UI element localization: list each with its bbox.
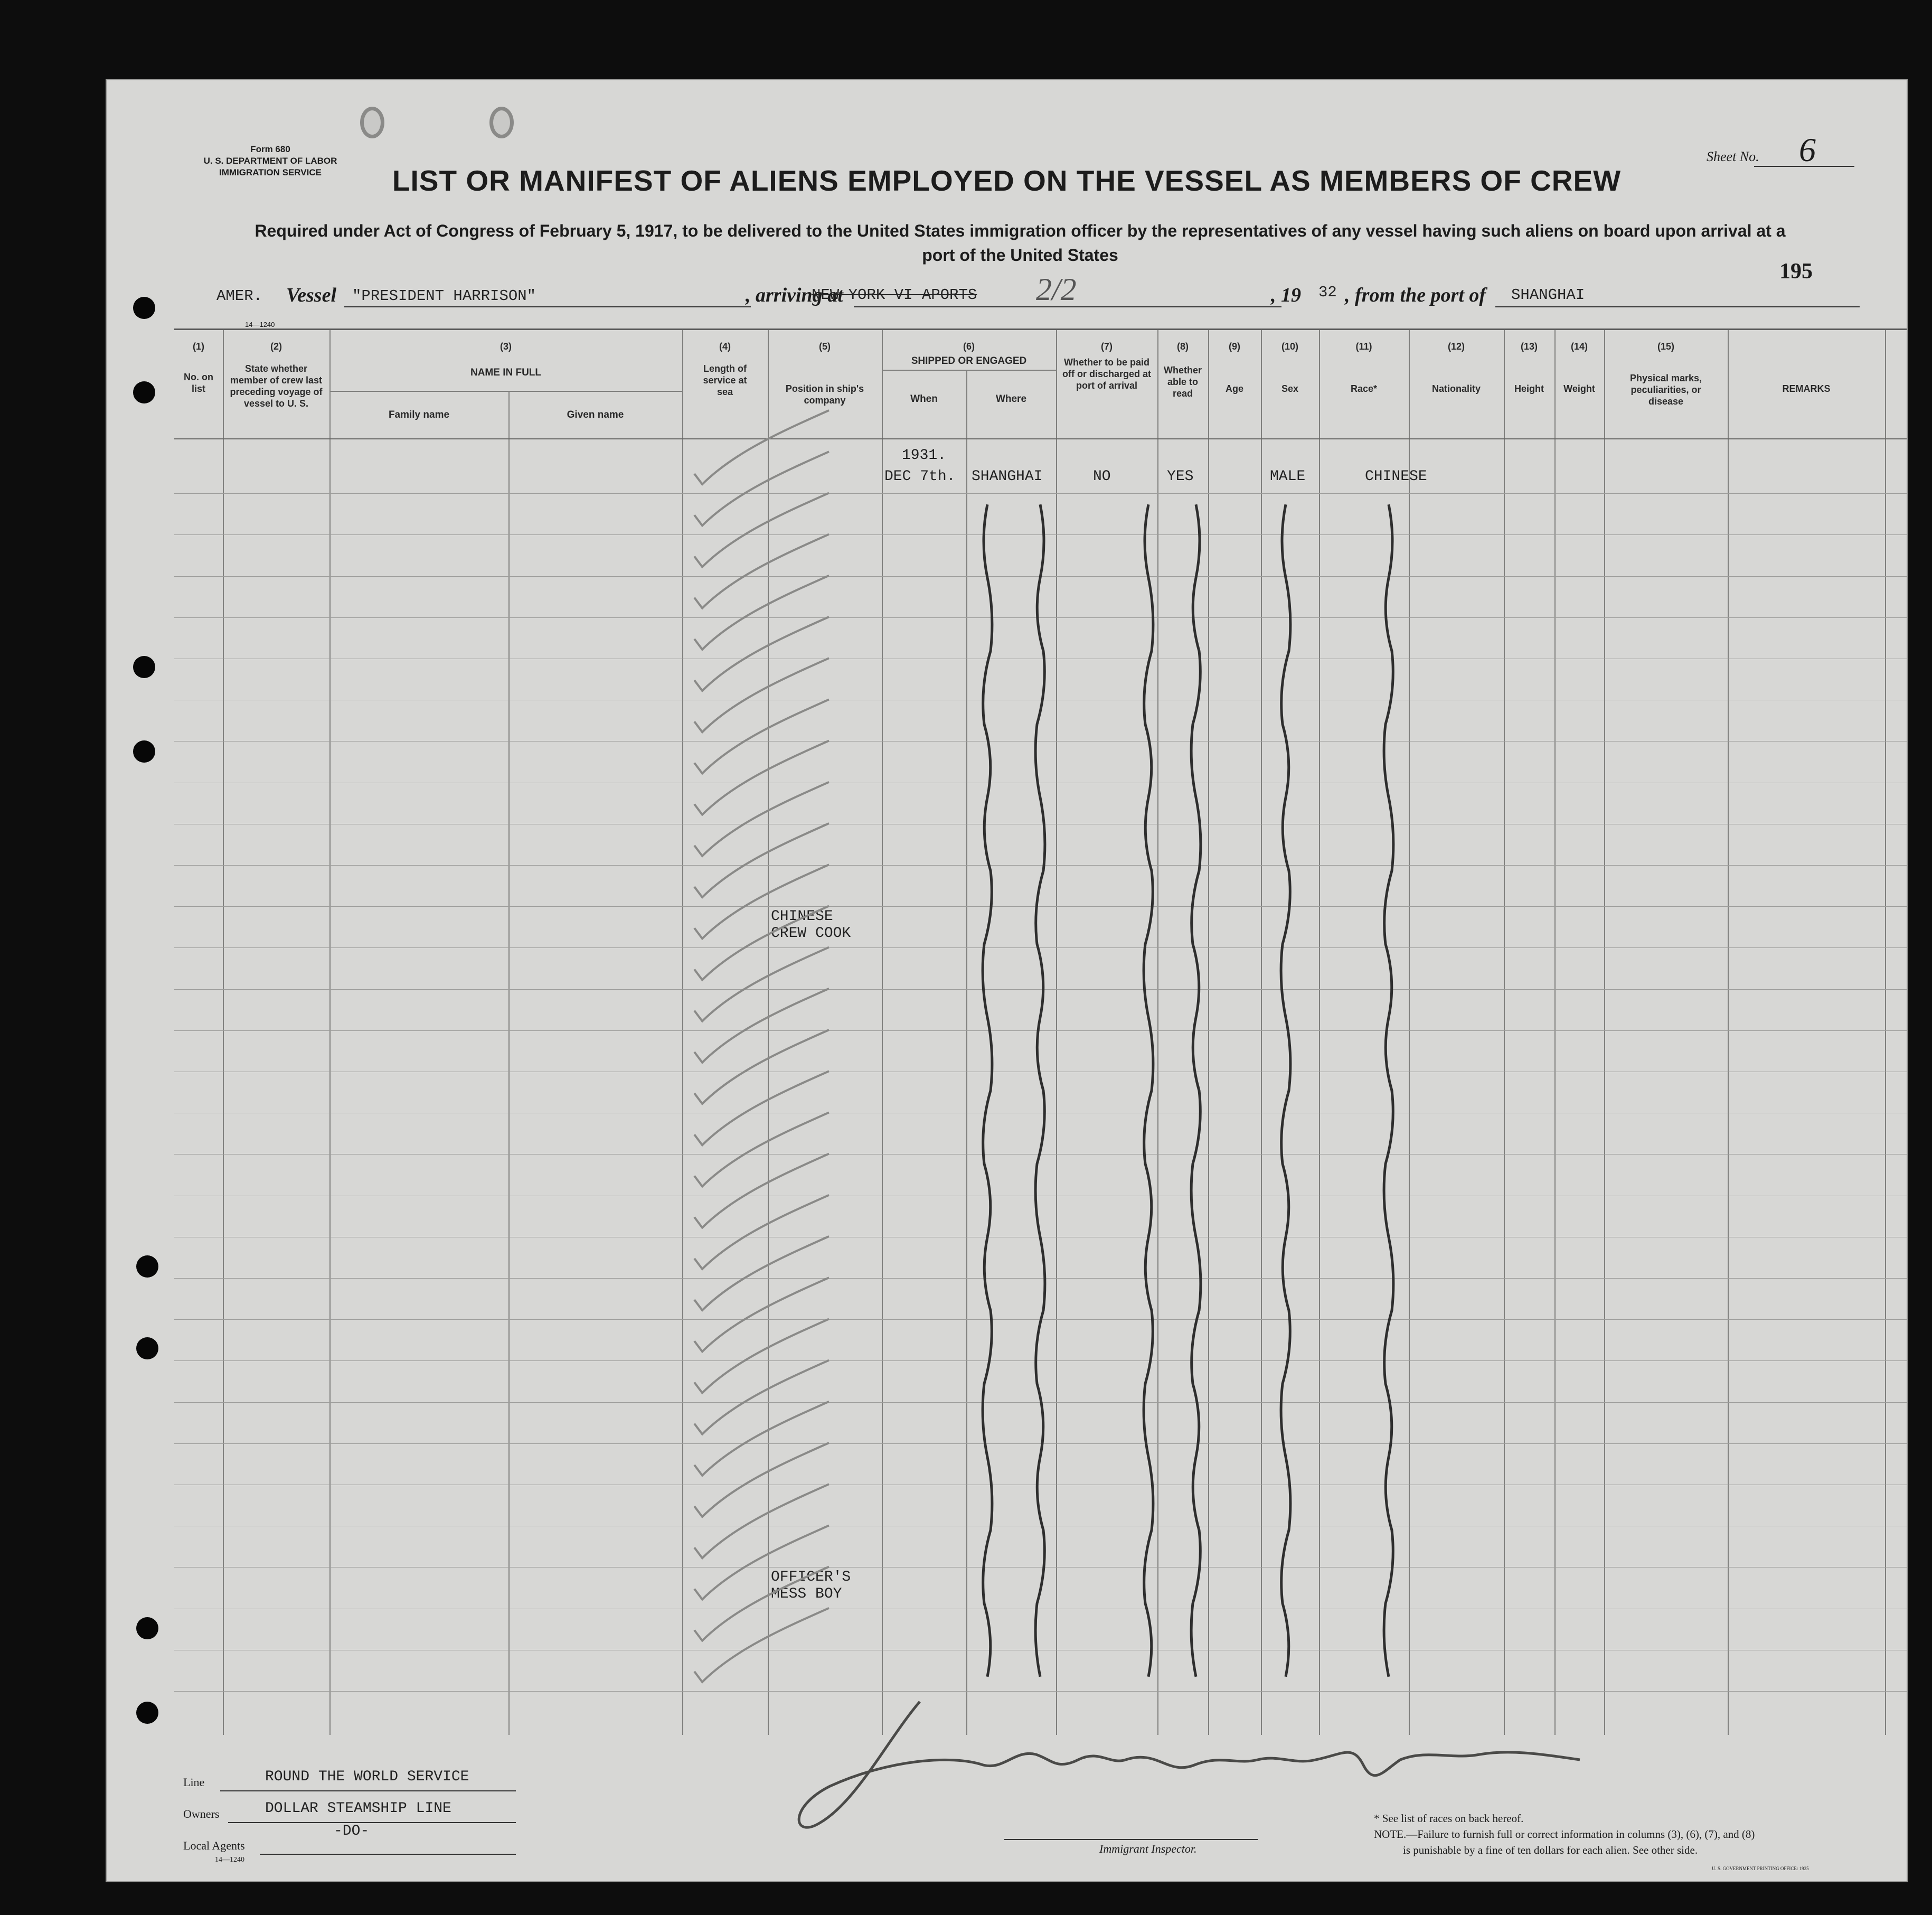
line-underline xyxy=(220,1790,516,1791)
owners-label: Owners xyxy=(183,1807,220,1820)
sheet-label: Sheet No. xyxy=(1707,149,1759,164)
check-mark xyxy=(694,699,829,773)
check-mark xyxy=(694,1525,829,1599)
col14-header: Weight xyxy=(1563,383,1595,394)
check-mark xyxy=(694,658,829,732)
col3-header: NAME IN FULL xyxy=(470,367,542,378)
ditto-stroke xyxy=(1384,504,1393,1677)
col1-number: (1) xyxy=(193,341,204,352)
col14-number: (14) xyxy=(1570,341,1588,352)
col5-number: (5) xyxy=(819,341,831,352)
ditto-marks xyxy=(983,504,1393,1677)
check-mark xyxy=(694,534,829,608)
line-value: ROUND THE WORLD SERVICE xyxy=(265,1769,469,1785)
position-line-2: CREW COOK xyxy=(771,925,851,942)
sex-value: MALE xyxy=(1270,468,1306,485)
department-name: U. S. DEPARTMENT OF LABOR xyxy=(203,156,337,166)
col5-header: Position in ship's company xyxy=(785,383,864,406)
service-name: IMMIGRATION SERVICE xyxy=(219,167,322,177)
vessel-label: Vessel xyxy=(286,284,336,306)
check-mark xyxy=(694,865,829,938)
fine-note-cont: is punishable by a fine of ten dollars for each alien. See other side. xyxy=(1403,1844,1698,1856)
col10-number: (10) xyxy=(1281,341,1298,352)
col6-when-header: When xyxy=(910,393,938,405)
paid-off-value: NO xyxy=(1093,468,1111,485)
ditto-stroke xyxy=(1144,504,1153,1677)
arrival-year: 32 xyxy=(1318,284,1337,301)
col11-number: (11) xyxy=(1355,341,1372,352)
inspector-underline xyxy=(1004,1839,1258,1840)
col3-given-header: Given name xyxy=(567,409,624,420)
check-mark xyxy=(694,1278,829,1351)
races-note: * See list of races on back hereof. xyxy=(1374,1812,1524,1825)
col3-family-header: Family name xyxy=(388,409,450,420)
port-label: , from the port of xyxy=(1345,284,1486,306)
check-mark xyxy=(694,1112,829,1186)
col6-where-header: Where xyxy=(995,393,1027,405)
departure-port: SHANGHAI xyxy=(1511,286,1585,304)
ditto-stroke xyxy=(983,504,992,1677)
position-line-2: MESS BOY xyxy=(771,1586,842,1603)
check-mark xyxy=(694,1484,829,1558)
race-value: CHINESE xyxy=(1365,468,1427,485)
signature xyxy=(799,1702,1580,1827)
col8-number: (8) xyxy=(1177,341,1189,352)
check-mark xyxy=(694,947,829,1021)
col8-header: Whether able to read xyxy=(1164,365,1202,399)
col7-header: Whether to be paid off or discharged at port of arrival xyxy=(1062,357,1152,391)
check-mark xyxy=(694,493,829,567)
col2-header: State whether member of crew last preceding voyage of vessel to U. S. xyxy=(230,363,323,409)
col3-number: (3) xyxy=(500,341,512,352)
check-mark xyxy=(694,782,829,856)
check-mark xyxy=(694,1319,829,1393)
check-marks xyxy=(694,410,829,1682)
ditto-stroke xyxy=(1035,504,1045,1677)
col12-number: (12) xyxy=(1447,341,1465,352)
col7-number: (7) xyxy=(1101,341,1113,352)
check-mark xyxy=(694,1360,829,1434)
check-mark xyxy=(694,1443,829,1517)
check-mark xyxy=(694,1567,829,1641)
check-mark xyxy=(694,1154,829,1228)
arrival-date-handwritten: 2/2 xyxy=(1036,272,1077,307)
col9-header: Age xyxy=(1225,383,1243,394)
sheet-number: 6 xyxy=(1799,131,1816,168)
print-code: 14—1240 xyxy=(245,321,275,328)
col2-number: (2) xyxy=(270,341,282,352)
manifest-sheet xyxy=(106,79,1908,1882)
col13-header: Height xyxy=(1514,383,1544,394)
col4-number: (4) xyxy=(719,341,731,352)
check-mark xyxy=(694,1195,829,1269)
col15-number: (15) xyxy=(1657,341,1674,352)
check-mark xyxy=(694,741,829,815)
agents-code: 14—1240 xyxy=(215,1856,244,1864)
shipped-when: DEC 7th. xyxy=(884,468,956,485)
agents-value: -DO- xyxy=(334,1823,370,1839)
col11-header: Race* xyxy=(1350,383,1378,394)
agents-underline xyxy=(260,1854,516,1855)
check-mark xyxy=(694,1402,829,1476)
arriving-label: , arriving at xyxy=(746,284,843,306)
form-number: Form 680 xyxy=(250,144,290,154)
remarks-header: REMARKS xyxy=(1782,383,1831,394)
page-title: LIST OR MANIFEST OF ALIENS EMPLOYED ON THE VESSEL AS MEMBERS OF CREW xyxy=(392,164,1622,197)
handwriting-layer xyxy=(107,80,1907,1881)
check-mark xyxy=(694,823,829,897)
subtitle-line-1: Required under Act of Congress of February 5, 1917, to be delivered to the United States immigration officer by the representatives of any vessel having such aliens on board upon arrival at a xyxy=(255,221,1786,240)
col4-header: Length of service at sea xyxy=(703,363,747,397)
shipped-where: SHANGHAI xyxy=(972,468,1043,485)
col6-header: SHIPPED OR ENGAGED xyxy=(911,355,1027,367)
check-mark xyxy=(694,410,829,484)
check-mark xyxy=(694,989,829,1063)
stamp-number: 195 xyxy=(1779,259,1813,284)
agents-label: Local Agents xyxy=(183,1839,245,1852)
shipped-year: 1931. xyxy=(902,447,947,464)
year-prefix: , 19 xyxy=(1271,284,1301,306)
arriving-port: NEW YORK VI APORTS xyxy=(812,286,977,304)
col10-header: Sex xyxy=(1281,383,1299,394)
subtitle-line-2: port of the United States xyxy=(922,246,1118,265)
check-mark xyxy=(694,906,829,980)
ditto-stroke xyxy=(1281,504,1290,1677)
vessel-name: "PRESIDENT HARRISON" xyxy=(352,287,536,305)
check-mark xyxy=(694,617,829,691)
inspector-label: Immigrant Inspector. xyxy=(1099,1842,1197,1855)
line-label: Line xyxy=(183,1776,205,1789)
able-to-read-value: YES xyxy=(1167,468,1194,485)
check-mark xyxy=(694,1608,829,1682)
check-mark xyxy=(694,1030,829,1104)
col6-number: (6) xyxy=(963,341,975,352)
position-line-1: CHINESE xyxy=(771,908,833,925)
printer-line: U. S. GOVERNMENT PRINTING OFFICE: 1925 xyxy=(1712,1866,1809,1871)
check-mark xyxy=(694,452,829,525)
vessel-flag: AMER. xyxy=(216,287,263,305)
col9-number: (9) xyxy=(1229,341,1240,352)
fine-note: NOTE.—Failure to furnish full or correct information in columns (3), (6), (7), and (8) xyxy=(1374,1828,1755,1841)
check-mark xyxy=(694,1236,829,1310)
check-mark xyxy=(694,576,829,650)
check-mark xyxy=(694,1071,829,1145)
position-line-1: OFFICER'S xyxy=(771,1569,851,1586)
col13-number: (13) xyxy=(1520,341,1538,352)
owners-value: DOLLAR STEAMSHIP LINE xyxy=(265,1800,451,1817)
col15-header: Physical marks, peculiarities, or disease xyxy=(1629,373,1702,407)
ditto-stroke xyxy=(1191,504,1201,1677)
col1-header: No. on list xyxy=(184,372,213,394)
col12-header: Nationality xyxy=(1431,383,1481,394)
owners-underline xyxy=(228,1822,516,1823)
